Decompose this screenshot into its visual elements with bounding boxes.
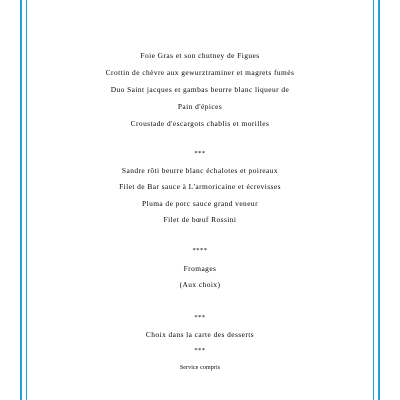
main-item: Sandre rôti beurre blanc échalotes et poireaux bbox=[121, 166, 279, 175]
cheese-note: (Aux choix) bbox=[179, 280, 221, 289]
left-border-inner bbox=[26, 0, 27, 400]
service-note: Service compris bbox=[179, 365, 221, 371]
separator: *** bbox=[194, 314, 206, 321]
separator: *** bbox=[194, 347, 206, 354]
main-item: Pluma de porc sauce grand veneur bbox=[142, 199, 258, 208]
cheese-title: Fromages bbox=[183, 264, 217, 273]
right-border-outer bbox=[378, 0, 380, 400]
main-item: Filet de bœuf Rossini bbox=[163, 215, 237, 224]
starter-item: Crottin de chèvre aux gewurztraminer et magrets fumés bbox=[105, 68, 295, 77]
starter-item: Duo Saint jacques et gambas beurre blanc liqueur de bbox=[110, 85, 290, 94]
starter-item: Croustade d'escargots chablis et morilles bbox=[130, 119, 270, 128]
dessert-item: Choix dans la carte des desserts bbox=[145, 330, 255, 339]
starter-item: Foie Gras et son chutney de Figues bbox=[140, 51, 260, 60]
left-border-outer bbox=[20, 0, 22, 400]
starter-item: Pain d'épices bbox=[177, 102, 223, 111]
main-item: Filet de Bar sauce à L'armoricaine et écrevisses bbox=[119, 182, 281, 191]
separator: **** bbox=[192, 247, 208, 254]
separator: *** bbox=[194, 150, 206, 157]
right-border-inner bbox=[373, 0, 374, 400]
